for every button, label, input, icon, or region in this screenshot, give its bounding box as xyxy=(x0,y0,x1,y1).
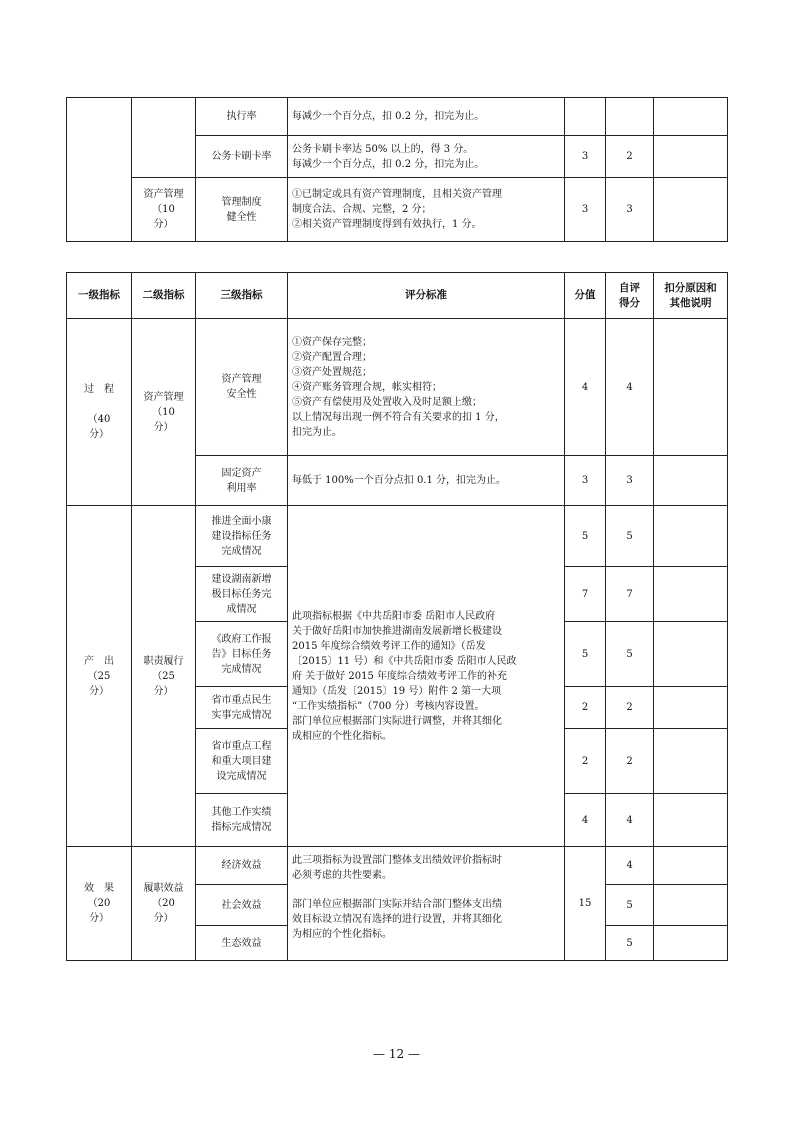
level3-cell: 建设湖南新增 极目标任务完 成情况 xyxy=(196,567,288,622)
notes-cell xyxy=(654,794,728,847)
notes-cell xyxy=(654,319,728,456)
notes-cell xyxy=(654,729,728,794)
score-cell: 3 xyxy=(565,136,606,178)
notes-cell xyxy=(654,885,728,926)
header-level3: 三级指标 xyxy=(196,273,288,319)
notes-cell xyxy=(654,506,728,567)
level3-cell: 其他工作实绩 指标完成情况 xyxy=(196,794,288,847)
score-cell: 4 xyxy=(565,794,606,847)
level2-cell: 资产管理 （10 分） xyxy=(132,178,196,242)
self-score-cell: 7 xyxy=(606,567,654,622)
level3-cell: 公务卡刷卡率 xyxy=(196,136,288,178)
header-level2: 二级指标 xyxy=(132,273,196,319)
criteria-effect-top: 此三项指标为设置部门整体支出绩效评价指标时 必须考虑的共性要素。 xyxy=(292,855,502,881)
self-score-cell: 5 xyxy=(606,506,654,567)
notes-cell xyxy=(654,847,728,885)
level3-cell: 推进全面小康 建设指标任务 完成情况 xyxy=(196,506,288,567)
score-cell: 5 xyxy=(565,506,606,567)
table-row xyxy=(67,319,728,456)
score-cell: 4 xyxy=(565,319,606,456)
notes-cell xyxy=(654,926,728,961)
self-score-cell: 4 xyxy=(606,794,654,847)
header-notes: 扣分原因和 其他说明 xyxy=(654,273,728,319)
table-row xyxy=(67,847,728,885)
notes-cell xyxy=(654,622,728,687)
level2-cell-asset-management: 资产管理 （10 分） xyxy=(132,319,196,506)
score-cell: 3 xyxy=(565,456,606,506)
header-self-score: 自评 得分 xyxy=(606,273,654,319)
self-score-cell: 5 xyxy=(606,926,654,961)
criteria-cell: 每减少一个百分点，扣 0.2 分，扣完为止。 xyxy=(288,98,565,136)
level3-cell: 社会效益 xyxy=(196,885,288,926)
level1-cell-output: 产 出 （25 分） xyxy=(67,506,132,847)
level3-cell: 经济效益 xyxy=(196,847,288,885)
notes-cell xyxy=(654,456,728,506)
score-cell: 15 xyxy=(565,847,606,961)
table-header-row xyxy=(67,273,728,319)
self-score-cell: 4 xyxy=(606,847,654,885)
self-score-cell: 2 xyxy=(606,729,654,794)
indicator-table-continued xyxy=(66,97,728,242)
score-cell: 5 xyxy=(565,622,606,687)
level2-cell xyxy=(132,98,196,178)
level1-cell xyxy=(67,98,132,242)
header-criteria: 评分标准 xyxy=(288,273,565,319)
level3-cell: 省市重点民生 实事完成情况 xyxy=(196,687,288,729)
notes-cell xyxy=(654,687,728,729)
score-cell: 7 xyxy=(565,567,606,622)
level3-cell: 《政府工作报 告》目标任务 完成情况 xyxy=(196,622,288,687)
notes-cell xyxy=(654,98,728,136)
header-level1: 一级指标 xyxy=(67,273,132,319)
criteria-cell: ①已制定或具有资产管理制度，且相关资产管理 制度合法、合规、完整，2 分； ②相关资产管理制度得到有效执行，1 分。 xyxy=(288,178,565,242)
self-score-cell: 5 xyxy=(606,885,654,926)
criteria-effect-bottom: 部门单位应根据部门实际并结合部门整体支出绩 效目标设立情况有选择的进行设置，并将其细化 为相应的个性化指标。 xyxy=(292,899,502,940)
level3-cell: 管理制度 健全性 xyxy=(196,178,288,242)
level3-cell: 生态效益 xyxy=(196,926,288,961)
self-score-cell: 5 xyxy=(606,622,654,687)
score-cell xyxy=(565,98,606,136)
page-number: — 12 — xyxy=(373,1047,420,1061)
self-score-cell: 2 xyxy=(606,687,654,729)
score-cell: 3 xyxy=(565,178,606,242)
criteria-cell-output: 此项指标根据《中共岳阳市委 岳阳市人民政府 关于做好岳阳市加快推进湖南发展新增长极建设 2015 年度综合绩效考评工作的通知》（岳发 〔2015〕11 号）和《中共岳阳市委 岳阳市人民政 府 关于做好 2015 年度综合绩效考评工作的补充 通知》（岳发〔2015〕19 号）附件 2 第一大项 “工作实绩指标”（700 分）考核内容设置。 部门单位应根据部门实际进行调整，并将其细化 成相应的个性化指标。 xyxy=(288,506,565,847)
notes-cell xyxy=(654,178,728,242)
self-score-cell xyxy=(606,98,654,136)
table-row xyxy=(67,506,728,567)
level2-cell-benefit: 履职效益 （20 分） xyxy=(132,847,196,961)
score-cell: 2 xyxy=(565,729,606,794)
self-score-cell: 4 xyxy=(606,319,654,456)
header-score: 分值 xyxy=(565,273,606,319)
level3-cell: 执行率 xyxy=(196,98,288,136)
level3-cell: 固定资产 利用率 xyxy=(196,456,288,506)
table-row xyxy=(67,98,728,136)
level2-cell-duty: 职责履行 （25 分） xyxy=(132,506,196,847)
level1-cell-process: 过 程 （40 分） xyxy=(67,319,132,506)
notes-cell xyxy=(654,567,728,622)
level3-cell: 资产管理 安全性 xyxy=(196,319,288,456)
level3-cell: 省市重点工程 和重大项目建 设完成情况 xyxy=(196,729,288,794)
indicator-table xyxy=(66,272,728,961)
self-score-cell: 2 xyxy=(606,136,654,178)
criteria-cell: 每低于 100%一个百分点扣 0.1 分，扣完为止。 xyxy=(288,456,565,506)
level1-cell-effect: 效 果 （20 分） xyxy=(67,847,132,961)
criteria-cell: ①资产保存完整； ②资产配置合理； ③资产处置规范； ④资产账务管理合规，帐实相符； ⑤资产有偿使用及处置收入及时足额上缴； 以上情况每出现一例不符合有关要求的扣 1 分， 扣完为止。 xyxy=(288,319,565,456)
notes-cell xyxy=(654,136,728,178)
self-score-cell: 3 xyxy=(606,178,654,242)
criteria-cell: 公务卡刷卡率达 50% 以上的，得 3 分。 每减少一个百分点，扣 0.2 分，扣完为止。 xyxy=(288,136,565,178)
self-score-cell: 3 xyxy=(606,456,654,506)
criteria-cell-effect xyxy=(288,847,565,961)
table-row xyxy=(67,178,728,242)
score-cell: 2 xyxy=(565,687,606,729)
